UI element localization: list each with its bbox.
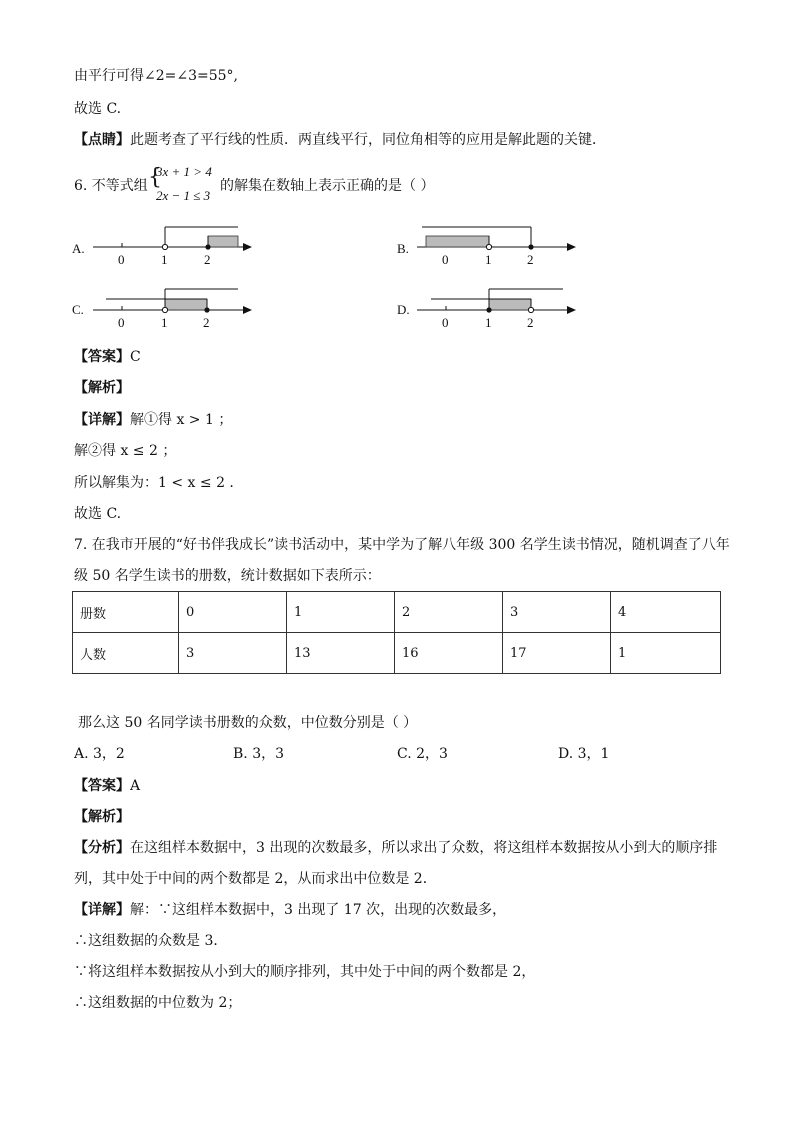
system-brace: { [148,165,162,190]
number-line-d [397,289,576,330]
option-d-label: D. [397,302,410,317]
q7-stem: 7. 在我市开展的“好书伴我成长”读书活动中，某中学为了解八年级 300 名学生读书情况，随机调查了八年 [74,537,730,553]
detail-line: ∵将这组样本数据按从小到大的顺序排列，其中处于中间的两个数都是 2， [74,964,536,980]
number-line-a [72,227,252,267]
table-row [73,592,721,633]
tick-label: 2 [204,252,211,267]
tag-analysis: 【解析】 [74,809,130,825]
answer-value: C [130,349,141,365]
option-a-label: A. [72,241,85,256]
fenxi-line [74,838,717,858]
detail-text: 解：∵这组样本数据中，3 出现了 17 次，出现的次数最多， [130,902,507,918]
table-cell: 1 [287,592,395,633]
tick-label: 2 [203,315,210,330]
text-line: 故选 C. [74,101,122,117]
tick-label: 0 [118,315,125,330]
fenxi-text: 在这组样本数据中，3 出现的次数最多，所以求出了众数，将这组样本数据按从小到大的顺序排 [130,840,718,856]
tick-label: 0 [442,315,449,330]
table-cell: 17 [503,633,611,674]
table-cell: 3 [503,592,611,633]
tag-fenxi: 【分析】 [74,840,130,856]
tag-detail: 【详解】 [74,902,130,918]
answer-line [74,776,140,796]
detail-line: ∴这组数据的众数是 3． [74,933,228,949]
option-b-label: B. [397,241,409,256]
tick-label: 1 [161,252,168,267]
table-cell: 2 [395,592,503,633]
q7-stem: 级 50 名学生读书的册数，统计数据如下表所示： [74,568,381,584]
tick-label: 1 [161,315,168,330]
q7-question: 那么这 50 名同学读书册数的众数，中位数分别是（ ） [78,715,418,731]
dianjing-text: 此题考查了平行线的性质．两直线平行，同位角相等的应用是解此题的关键． [130,132,606,148]
tick-label: 0 [442,252,449,267]
tick-label: 1 [485,315,492,330]
stats-table [72,591,721,674]
tag-dianjing: 【点睛】 [74,132,130,148]
tag-detail: 【详解】 [74,412,130,428]
tag-answer: 【答案】 [74,778,130,794]
inequality-2: 2x − 1 ≤ 3 [156,188,211,203]
detail-line [74,410,232,430]
detail-line [74,900,506,920]
text-line: 由平行可得∠2=∠3=55°, [74,68,239,84]
table-cell: 册数 [73,592,179,633]
option-b: B. 3，3 [233,746,285,762]
option-c-label: C. [72,302,84,317]
number-line-b [397,227,576,267]
table-row [73,633,721,674]
table-cell: 16 [395,633,503,674]
tick-label: 1 [485,252,492,267]
number-line-c [72,289,252,330]
answer-line [74,347,141,367]
answer-value: A [130,778,141,794]
table-cell: 13 [287,633,395,674]
inequality-1: 3x + 1 > 4 [156,164,212,179]
table-cell: 人数 [73,633,179,674]
detail-line: 所以解集为：1 < x ≤ 2 . [74,475,234,491]
detail-line: 解②得 x ≤ 2 ； [74,443,177,459]
table-cell: 0 [179,592,287,633]
option-d: D. 3，1 [558,746,610,762]
tick-label: 2 [527,252,534,267]
table-cell: 3 [179,633,287,674]
detail-text: 解①得 x > 1 ； [130,412,233,428]
detail-line: ∴这组数据的中位数为 2； [74,995,242,1011]
tag-analysis: 【解析】 [74,380,130,396]
fenxi-line: 列，其中处于中间的两个数都是 2，从而求出中位数是 2． [74,871,437,887]
option-a: A. 3，2 [74,746,125,762]
tick-label: 0 [118,252,125,267]
q6-suffix: 的解集在数轴上表示正确的是（ ） [220,178,435,194]
option-c: C. 2，3 [397,746,448,762]
choose-line: 故选 C. [74,506,122,522]
tag-answer: 【答案】 [74,349,130,365]
table-cell: 4 [611,592,721,633]
q6-prefix: 6. 不等式组 [74,178,148,194]
tick-label: 2 [527,315,534,330]
table-cell: 1 [611,633,721,674]
